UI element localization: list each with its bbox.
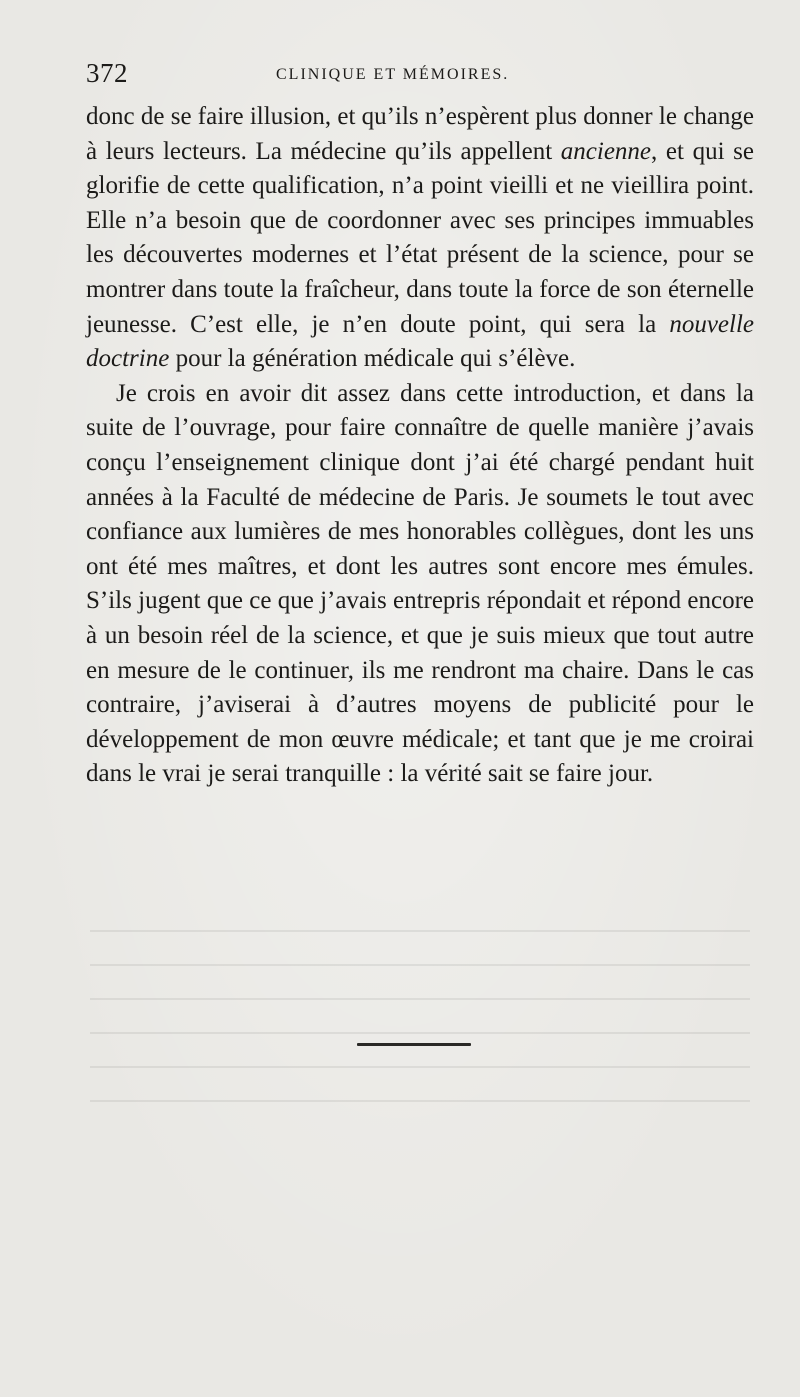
body-text — [86, 100, 754, 792]
page-header — [86, 58, 756, 94]
paragraph-2: Je crois en avoir dit assez dans cette introduction, et dans la suite de l’ouvrage, pour faire connaître de quelle manière j’avais conçu l’enseignement clinique dont j’ai été chargé pendant huit années à la Faculté de médecine de Paris. Je soumets le tout avec confiance aux lumières de mes honorables collègues, dont les uns ont été mes maîtres, et dont les autres sont encore mes émules. S’ils jugent que ce que j’avais entrepris répondait et répond encore à un besoin réel de la science, et que je suis mieux que tout autre en mesure de le continuer, ils me rendront ma chaire. Dans le cas contraire, j’aviserai à d’autres moyens de publicité pour le développement de mon œuvre médicale; et tant que je me croirai dans le vrai je serai tranquille : la vérité sait se faire jour. — [86, 379, 754, 788]
italic-term-ancienne: ancienne — [560, 137, 652, 165]
paragraph-1-text-a: donc de se faire illusion, et qu’ils n’espèrent plus donner le change à leurs lecteurs. La médecine qu’ils appellent — [86, 103, 754, 165]
running-title: CLINIQUE ET MÉMOIRES. — [276, 66, 510, 83]
page-number: 372 — [86, 58, 128, 88]
end-rule — [357, 1043, 471, 1046]
paragraph-1 — [86, 100, 754, 377]
show-through-shadow — [90, 930, 750, 1110]
italic-term-nouvelle-doctrine: nouvelle doctrine — [86, 310, 754, 373]
paragraph-1-text-c: pour la génération médicale qui s’élève. — [169, 345, 576, 373]
paragraph-1-text-b: , et qui se glorifie de cette qualification, n’a point vieilli et ne vieillira point. Elle n’a besoin que de coordonner avec ses principes immuables les découvertes modernes et l’état présent de la science, pour se montrer dans toute la fraîcheur, dans toute la force de son éternelle jeunesse. C’est elle, je n’en doute point, qui sera la — [86, 137, 754, 338]
